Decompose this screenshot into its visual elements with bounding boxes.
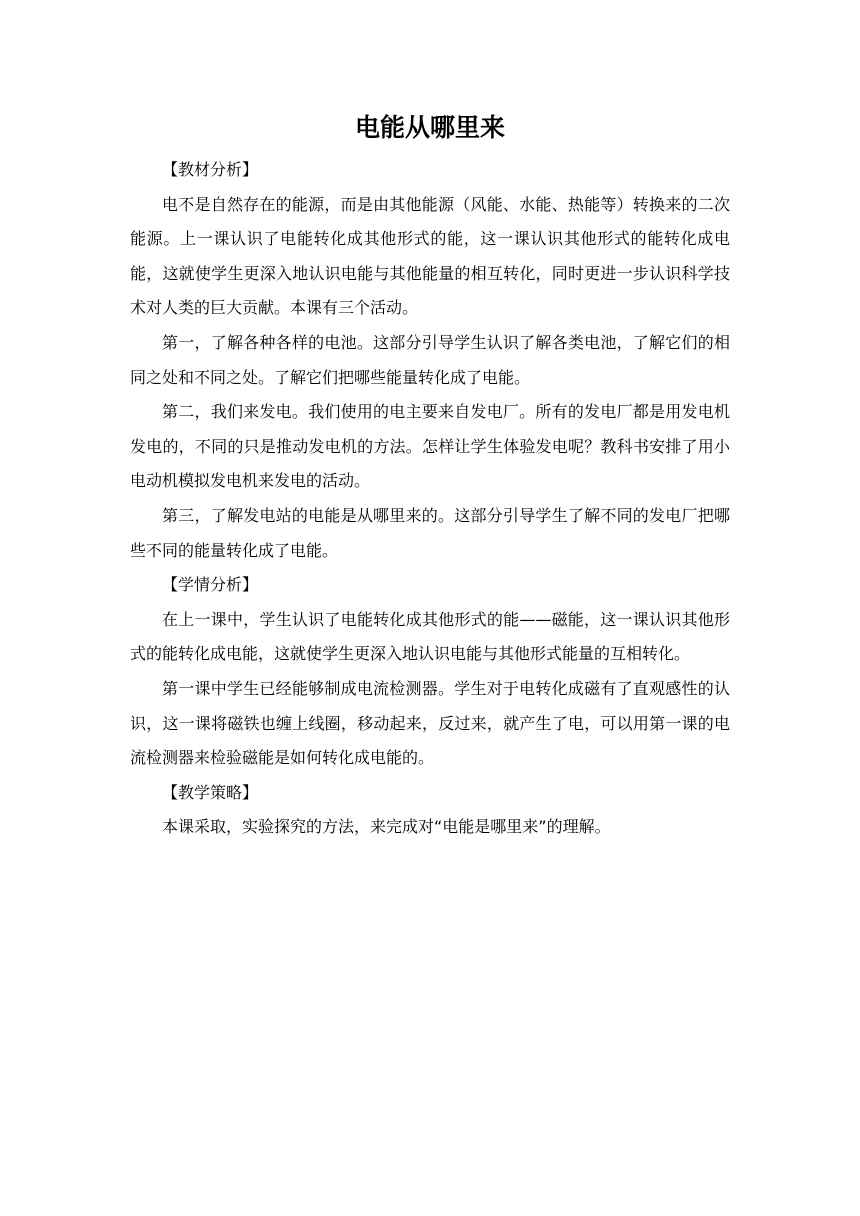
paragraph: 第一课中学生已经能够制成电流检测器。学生对于电转化成磁有了直观感性的认识，这一课将磁铁也缠上线圈，移动起来，反过来，就产生了电，可以用第一课的电流检测器来检验磁能是如何转化成电能的。 (130, 678, 730, 768)
paragraph: 第二，我们来发电。我们使用的电主要来自发电厂。所有的发电厂都是用发电机发电的，不同的只是推动发电机的方法。怎样让学生体验发电呢？教科书安排了用小电动机模拟发电机来发电的活动。 (130, 402, 730, 491)
section-teaching-strategy (130, 776, 730, 845)
document-title: 电能从哪里来 (354, 113, 505, 142)
section-textbook-analysis (130, 153, 730, 568)
paragraph: 第三，了解发电站的电能是从哪里来的。这部分引导学生了解不同的发电厂把哪些不同的能量转化成了电能。 (130, 505, 730, 560)
section-heading: 【教材分析】 (162, 160, 259, 179)
section-heading: 【学情分析】 (162, 575, 259, 595)
document-body (130, 153, 730, 845)
paragraph: 第一，了解各种各样的电池。这部分引导学生认识了解各类电池，了解它们的相同之处和不同之处。了解它们把哪些能量转化成了电能。 (130, 332, 730, 387)
section-heading: 【教学策略】 (162, 782, 259, 802)
section-student-analysis (130, 568, 730, 776)
paragraph: 电不是自然存在的能源，而是由其他能源（风能、水能、热能等）转换来的二次能源。上一课认识了电能转化成其他形式的能，这一课认识其他形式的能转化成电能，这就使学生更深入地认识电能与其他能量的相互转化，同时更进一步认识科学技术对人类的巨大贡献。本课有三个活动。 (130, 194, 730, 318)
paragraph: 本课采取，实验探究的方法，来完成对“电能是哪里来”的理解。 (162, 817, 611, 837)
paragraph: 在上一课中，学生认识了电能转化成其他形式的能——磁能，这一课认识其他形式的能转化成电能，这就使学生更深入地认识电能与其他形式能量的互相转化。 (130, 609, 730, 664)
